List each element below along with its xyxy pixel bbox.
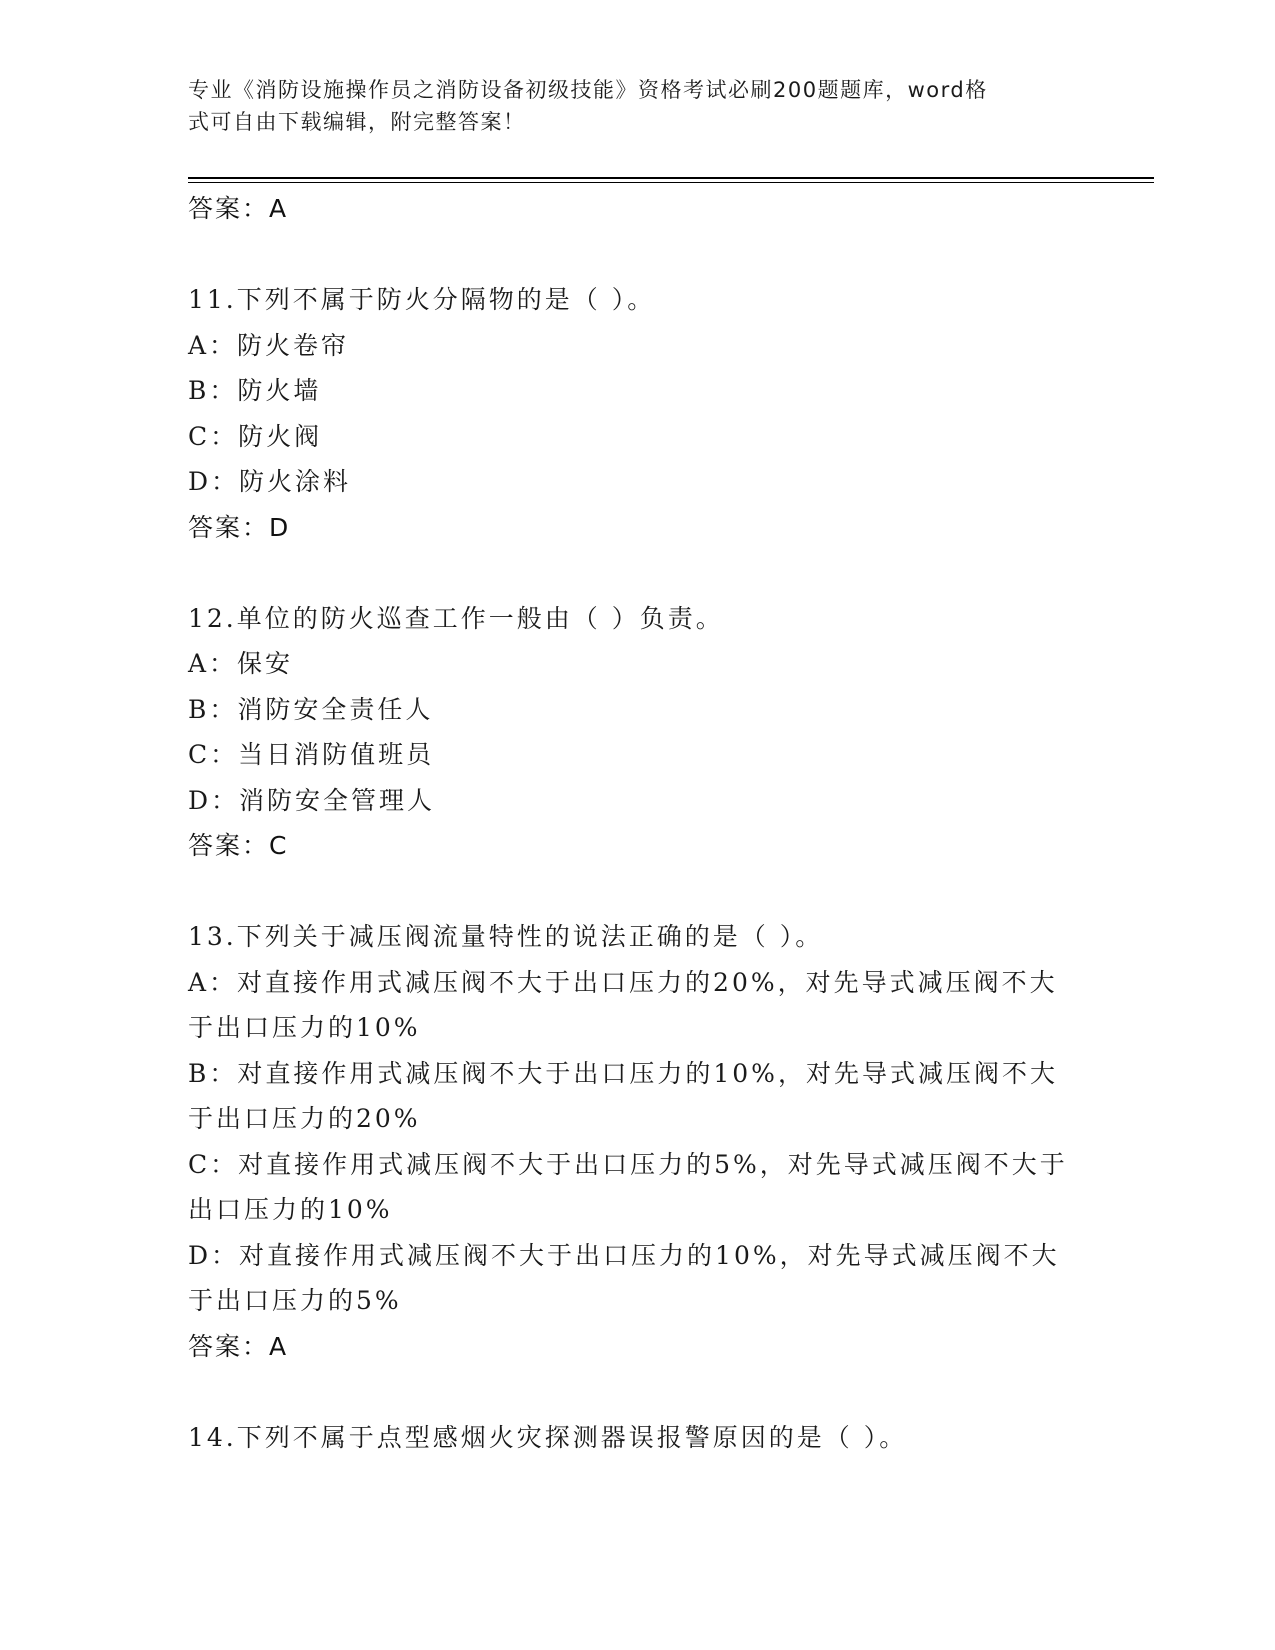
option-d-line-2: 于出口压力的5% xyxy=(188,1286,402,1315)
header-rule-thin xyxy=(188,182,1154,183)
question-stem: 11.下列不属于防火分隔物的是（ ）。 xyxy=(188,285,656,314)
question-12 xyxy=(188,596,1088,869)
header-line-2: 式可自由下载编辑，附完整答案！ xyxy=(188,110,526,134)
option-c: C：当日消防值班员 xyxy=(188,740,435,769)
option-b: B：消防安全责任人 xyxy=(188,694,434,724)
option-c: C：防火阀 xyxy=(188,421,323,451)
answer-line: 答案：A xyxy=(188,1331,289,1361)
option-c-line-2: 出口压力的10% xyxy=(188,1195,393,1224)
answer-line: 答案：A xyxy=(188,194,289,223)
spacer xyxy=(188,1369,1088,1415)
option-d-line-1: D：对直接作用式减压阀不大于出口压力的10%，对先导式减压阀不大 xyxy=(188,1240,1060,1270)
question-stem: 14.下列不属于点型感烟火灾探测器误报警原因的是（ ）。 xyxy=(188,1422,908,1452)
spacer xyxy=(188,869,1088,915)
header-rule-thick xyxy=(188,177,1154,179)
option-b: B：防火墙 xyxy=(188,376,322,405)
answer-line: 答案：C xyxy=(188,831,289,860)
option-b-line-2: 于出口压力的20% xyxy=(188,1104,421,1133)
answer-line: 答案：D xyxy=(188,512,291,542)
option-d: D：消防安全管理人 xyxy=(188,785,436,815)
option-a: A：防火卷帘 xyxy=(188,330,350,360)
question-stem: 12.单位的防火巡查工作一般由（ ）负责。 xyxy=(188,603,724,633)
option-a-line-2: 于出口压力的10% xyxy=(188,1013,421,1042)
question-11 xyxy=(188,277,1088,550)
option-a: A：保安 xyxy=(188,649,294,678)
option-b-line-1: B：对直接作用式减压阀不大于出口压力的10%，对先导式减压阀不大 xyxy=(188,1058,1058,1088)
question-14 xyxy=(188,1415,1088,1461)
option-a-line-1: A：对直接作用式减压阀不大于出口压力的20%，对先导式减压阀不大 xyxy=(188,967,1058,997)
option-d: D：防火涂料 xyxy=(188,467,352,496)
header-line-1: 专业《消防设施操作员之消防设备初级技能》资格考试必刷200题题库，word格 xyxy=(188,78,988,102)
question-13 xyxy=(188,914,1088,1369)
question-stem: 13.下列关于减压阀流量特性的说法正确的是（ ）。 xyxy=(188,922,824,951)
spacer xyxy=(188,232,1088,278)
spacer xyxy=(188,550,1088,596)
document-header xyxy=(188,74,1068,138)
option-c-line-1: C：对直接作用式减压阀不大于出口压力的5%，对先导式减压阀不大于 xyxy=(188,1149,1068,1179)
question-list xyxy=(188,186,1088,1460)
